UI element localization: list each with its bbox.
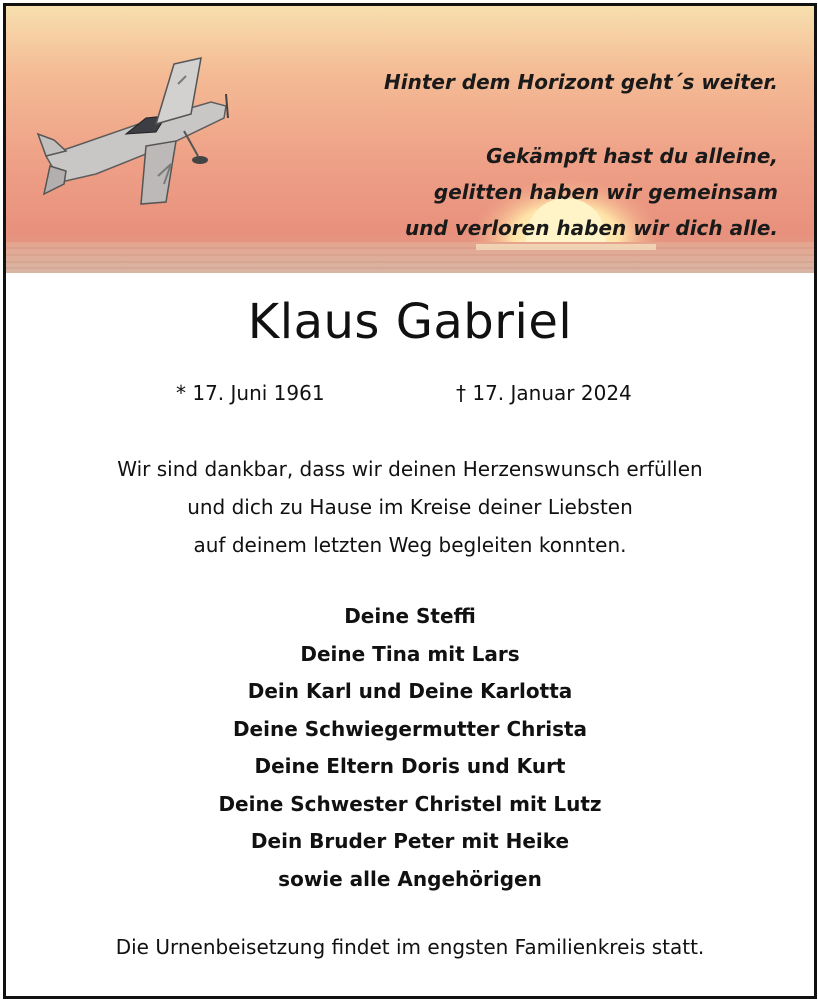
mourner-entry: Deine Steffi xyxy=(344,604,476,628)
deceased-name: Klaus Gabriel xyxy=(247,294,573,350)
gratitude-text xyxy=(6,450,814,564)
quote-stanza-line: und verloren haben wir dich alle. xyxy=(404,216,778,240)
mourner-entry: Deine Tina mit Lars xyxy=(300,641,520,666)
sunset-banner xyxy=(6,6,814,273)
mourner-entry: Dein Karl und Deine Karlotta xyxy=(247,679,573,703)
death-date: † 17. Januar 2024 xyxy=(456,381,632,405)
gratitude-line: auf deinem letzten Weg begleiten konnten. xyxy=(193,533,627,557)
mourner-entry: Deine Schwester Christel mit Lutz xyxy=(218,791,602,816)
obituary-card xyxy=(3,3,817,999)
mourner-entry: Deine Schwiegermutter Christa xyxy=(232,716,588,741)
mourner-entry: Deine Eltern Doris und Kurt xyxy=(254,754,566,778)
birth-date: * 17. Juni 1961 xyxy=(176,381,325,405)
quote-line: Hinter dem Horizont geht´s weiter. xyxy=(384,70,778,94)
gratitude-line: Wir sind dankbar, dass wir deinen Herzenswunsch erfüllen xyxy=(117,457,703,481)
burial-notice: Die Urnenbeisetzung findet im engsten Familienkreis statt. xyxy=(115,935,705,959)
quote-stanza-line: gelitten haben wir gemeinsam xyxy=(433,180,778,204)
mourner-entry: sowie alle Angehörigen xyxy=(278,866,542,891)
mourner-entry: Dein Bruder Peter mit Heike xyxy=(250,829,570,853)
gratitude-line: und dich zu Hause im Kreise deiner Liebsten xyxy=(187,495,633,519)
quote-stanza-line: Gekämpft hast du alleine, xyxy=(486,144,778,168)
quote-stanza xyxy=(405,138,778,246)
mourners-list xyxy=(6,598,814,898)
